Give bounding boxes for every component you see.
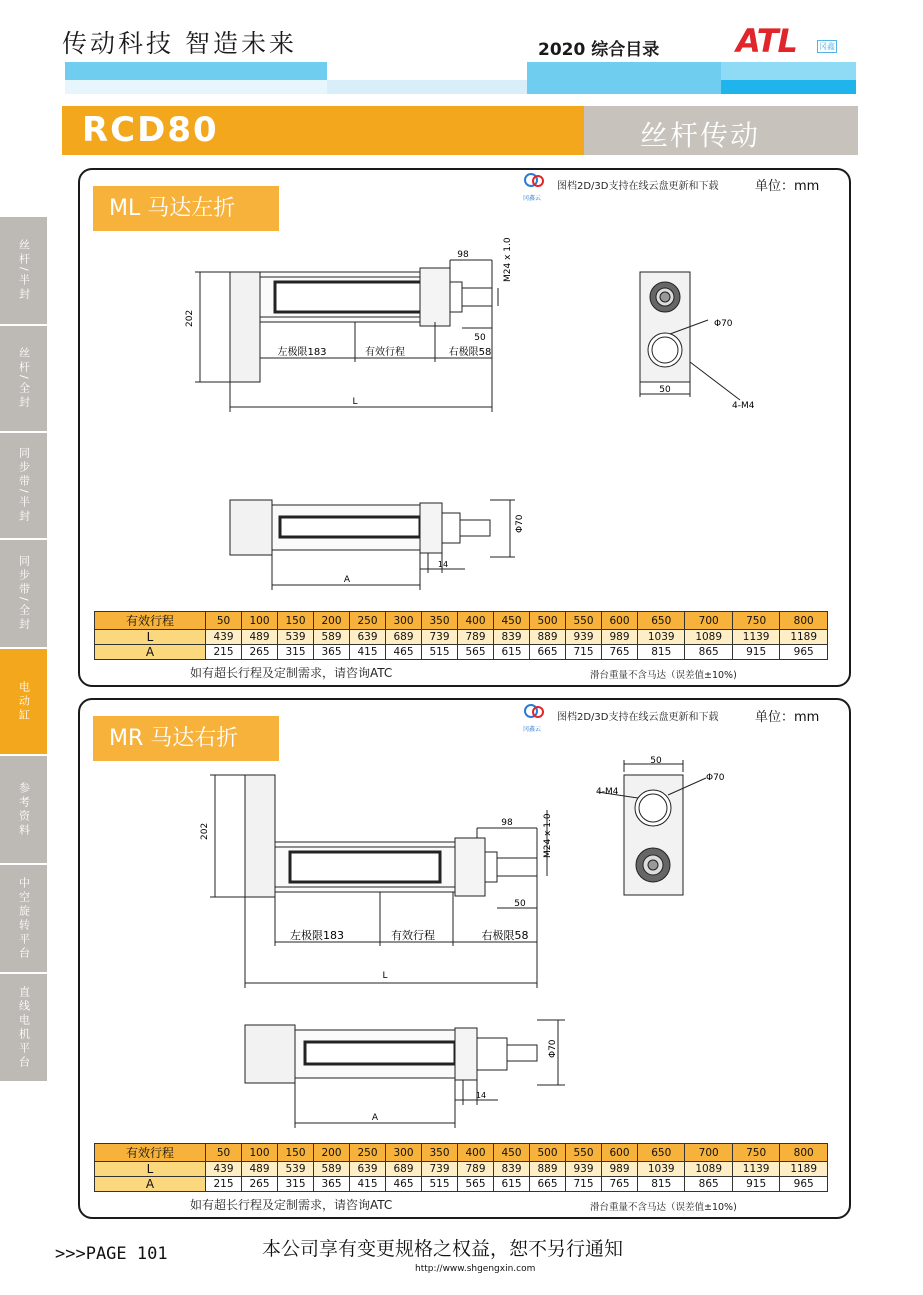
table-row-label: A	[95, 1177, 206, 1192]
table-row-L	[95, 630, 828, 645]
table-row-L	[95, 1162, 828, 1177]
ml-top-drawing	[225, 485, 545, 595]
table-cell: 915	[732, 645, 779, 660]
spec-table-ml	[94, 611, 828, 660]
table-cell: 965	[780, 1177, 828, 1192]
table-cell: 939	[566, 630, 602, 645]
table-cell: 550	[566, 612, 602, 630]
table-cell: 500	[530, 612, 566, 630]
table-cell: 1089	[685, 1162, 732, 1177]
table-cell: 789	[458, 1162, 494, 1177]
table-cell: 465	[386, 645, 422, 660]
table-cell: 350	[422, 612, 458, 630]
model-name: RCD80	[82, 110, 219, 150]
table-cell: 265	[242, 645, 278, 660]
table-cell: 765	[602, 1177, 638, 1192]
table-cell: 539	[278, 630, 314, 645]
table-cell: 489	[242, 1162, 278, 1177]
table-cell: 565	[458, 645, 494, 660]
table-cell: 989	[602, 1162, 638, 1177]
header-band	[65, 80, 327, 94]
table-cell: 650	[638, 612, 685, 630]
cloud-label: 冈鑫云	[523, 195, 542, 202]
table-cell: 889	[530, 1162, 566, 1177]
table-cell: 300	[386, 1144, 422, 1162]
dim-stroke: 有效行程	[391, 929, 435, 942]
dim-left-limit: 左极限183	[290, 929, 344, 942]
table-cell: 615	[494, 645, 530, 660]
mr-top-drawing	[240, 1010, 570, 1130]
table-cell: 800	[780, 1144, 828, 1162]
table-cell: 615	[494, 1177, 530, 1192]
table-row-A	[95, 645, 828, 660]
table-cell: 100	[242, 1144, 278, 1162]
table-cell: 1139	[732, 1162, 779, 1177]
table-cell: 965	[780, 645, 828, 660]
table-cell: 400	[458, 1144, 494, 1162]
table-cell: 515	[422, 645, 458, 660]
table-cell: 1039	[638, 630, 685, 645]
unit-label: 单位：mm	[755, 179, 820, 194]
table-cell: 839	[494, 1162, 530, 1177]
table-cell: 315	[278, 1177, 314, 1192]
table-cell: 815	[638, 645, 685, 660]
table-cell: 1189	[780, 630, 828, 645]
table-cell: 989	[602, 630, 638, 645]
dim-width-50: 50	[650, 756, 662, 766]
download-note: 图档2D/3D支持在线云盘更新和下载	[557, 181, 719, 192]
dim-50: 50	[514, 899, 526, 909]
table-cell: 715	[566, 1177, 602, 1192]
weight-note: 滑台重量不含马达（误差值±10%)	[590, 1202, 737, 1213]
table-cell: 489	[242, 630, 278, 645]
table-cell: 215	[206, 1177, 242, 1192]
table-cell: 315	[278, 645, 314, 660]
table-cell: 665	[530, 1177, 566, 1192]
logo-subtext: 冈鑫	[819, 42, 835, 51]
table-row-stroke	[95, 1144, 828, 1162]
page-number: >>>PAGE 101	[55, 1244, 168, 1264]
table-cell: 215	[206, 645, 242, 660]
dim-202: 202	[185, 309, 195, 327]
header-band	[65, 62, 327, 80]
table-cell: 739	[422, 1162, 458, 1177]
side-tab-linear-motor[interactable]: 直线电机平台	[0, 974, 47, 1081]
unit-label: 单位：mm	[755, 710, 820, 725]
table-cell: 150	[278, 612, 314, 630]
table-cell: 250	[350, 612, 386, 630]
custom-note: 如有超长行程及定制需求，请咨询ATC	[190, 1198, 393, 1212]
table-cell: 889	[530, 630, 566, 645]
table-cell: 600	[602, 1144, 638, 1162]
table-cell: 815	[638, 1177, 685, 1192]
dim-A: A	[343, 575, 351, 585]
table-cell: 739	[422, 630, 458, 645]
table-cell: 689	[386, 1162, 422, 1177]
table-cell: 1189	[780, 1162, 828, 1177]
header-band	[721, 80, 856, 94]
table-cell: 750	[732, 612, 779, 630]
dim-left-limit: 左极限183	[277, 347, 327, 358]
table-cell: 750	[732, 1144, 779, 1162]
table-cell: 665	[530, 645, 566, 660]
table-cell: 765	[602, 645, 638, 660]
table-cell: 465	[386, 1177, 422, 1192]
ml-end-view	[630, 262, 760, 412]
table-cell: 500	[530, 1144, 566, 1162]
dim-right-limit: 右极限58	[448, 347, 492, 358]
table-cell: 800	[780, 612, 828, 630]
catalog-title: 2020 综合目录	[538, 40, 660, 60]
ml-side-drawing	[180, 230, 540, 420]
table-head-label: 有效行程	[95, 612, 206, 630]
drive-type: 丝杆传动	[640, 119, 761, 152]
side-tab-hollow-rotary[interactable]: 中空旋转平台	[0, 865, 47, 972]
custom-note: 如有超长行程及定制需求，请咨询ATC	[190, 666, 393, 680]
table-cell: 50	[206, 1144, 242, 1162]
dim-98: 98	[501, 818, 513, 828]
dim-14: 14	[475, 1091, 487, 1100]
side-tab-electric-cylinder[interactable]: 电动缸	[0, 649, 47, 754]
header-band	[327, 80, 527, 94]
dim-phi70: Φ70	[548, 1039, 558, 1058]
table-cell: 639	[350, 1162, 386, 1177]
table-cell: 600	[602, 612, 638, 630]
cloud-label: 冈鑫云	[523, 726, 542, 733]
download-note: 图档2D/3D支持在线云盘更新和下载	[557, 712, 719, 723]
table-cell: 50	[206, 612, 242, 630]
table-cell: 1139	[732, 630, 779, 645]
table-cell: 365	[314, 1177, 350, 1192]
table-cell: 939	[566, 1162, 602, 1177]
dim-50: 50	[474, 333, 486, 343]
atl-logo: ATL	[736, 22, 797, 60]
dim-202: 202	[200, 822, 210, 840]
spec-table-mr	[94, 1143, 828, 1192]
table-cell: 250	[350, 1144, 386, 1162]
table-row-stroke	[95, 612, 828, 630]
dim-14: 14	[437, 560, 449, 569]
side-tab-reference[interactable]: 参考资料	[0, 756, 47, 863]
table-cell: 789	[458, 630, 494, 645]
dim-stroke: 有效行程	[365, 347, 405, 358]
table-cell: 200	[314, 1144, 350, 1162]
table-cell: 689	[386, 630, 422, 645]
table-cell: 915	[732, 1177, 779, 1192]
side-tab-belt-full[interactable]: 同步带/全封	[0, 540, 47, 647]
table-cell: 450	[494, 612, 530, 630]
side-tab-screw-full[interactable]: 丝杆/全封	[0, 326, 47, 431]
dim-phi70: Φ70	[515, 514, 525, 533]
mr-end-view	[588, 750, 748, 900]
table-cell: 700	[685, 612, 732, 630]
table-cell: 1089	[685, 630, 732, 645]
header-band	[527, 62, 721, 94]
table-cell: 550	[566, 1144, 602, 1162]
disclaimer: 本公司享有变更规格之权益，恕不另行通知	[262, 1238, 624, 1260]
table-cell: 415	[350, 645, 386, 660]
table-cell: 639	[350, 630, 386, 645]
website-link[interactable]: http://www.shgengxin.com	[415, 1264, 536, 1274]
table-cell: 439	[206, 1162, 242, 1177]
table-cell: 1039	[638, 1162, 685, 1177]
table-cell: 400	[458, 612, 494, 630]
table-cell: 415	[350, 1177, 386, 1192]
header-band	[721, 62, 856, 80]
table-head-label: 有效行程	[95, 1144, 206, 1162]
dim-holes: 4-M4	[596, 787, 619, 797]
table-cell: 515	[422, 1177, 458, 1192]
dim-width-50: 50	[659, 385, 671, 395]
dim-A: A	[371, 1113, 379, 1123]
table-cell: 150	[278, 1144, 314, 1162]
table-cell: 865	[685, 1177, 732, 1192]
dim-L: L	[382, 971, 388, 981]
dim-phi70: Φ70	[706, 773, 725, 783]
table-cell: 700	[685, 1144, 732, 1162]
dim-thread: M24 x 1.0	[503, 237, 513, 282]
weight-note: 滑台重量不含马达（误差值±10%)	[590, 670, 737, 681]
section-tag-mr: MR 马达右折	[93, 716, 279, 761]
dim-L: L	[352, 397, 358, 407]
table-cell: 265	[242, 1177, 278, 1192]
table-cell: 565	[458, 1177, 494, 1192]
table-cell: 539	[278, 1162, 314, 1177]
section-tag-ml: ML 马达左折	[93, 186, 279, 231]
table-cell: 715	[566, 645, 602, 660]
table-cell: 365	[314, 645, 350, 660]
table-cell: 650	[638, 1144, 685, 1162]
side-tab-belt-half[interactable]: 同步带/半封	[0, 433, 47, 538]
table-cell: 865	[685, 645, 732, 660]
dim-phi70: Φ70	[714, 319, 733, 329]
dim-thread: M24 x 1.0	[543, 813, 553, 858]
table-cell: 839	[494, 630, 530, 645]
dim-right-limit: 右极限58	[481, 929, 529, 942]
table-cell: 100	[242, 612, 278, 630]
table-cell: 300	[386, 612, 422, 630]
table-cell: 589	[314, 630, 350, 645]
table-cell: 450	[494, 1144, 530, 1162]
mr-side-drawing	[195, 770, 560, 990]
table-cell: 200	[314, 612, 350, 630]
table-row-label: L	[95, 630, 206, 645]
side-tab-screw-half[interactable]: 丝杆/半封	[0, 217, 47, 324]
dim-holes: 4-M4	[732, 401, 755, 411]
table-cell: 439	[206, 630, 242, 645]
table-row-A	[95, 1177, 828, 1192]
table-row-label: A	[95, 645, 206, 660]
table-row-label: L	[95, 1162, 206, 1177]
dim-98: 98	[457, 250, 469, 260]
header-slogan: 传动科技 智造未来	[62, 29, 297, 58]
table-cell: 350	[422, 1144, 458, 1162]
table-cell: 589	[314, 1162, 350, 1177]
